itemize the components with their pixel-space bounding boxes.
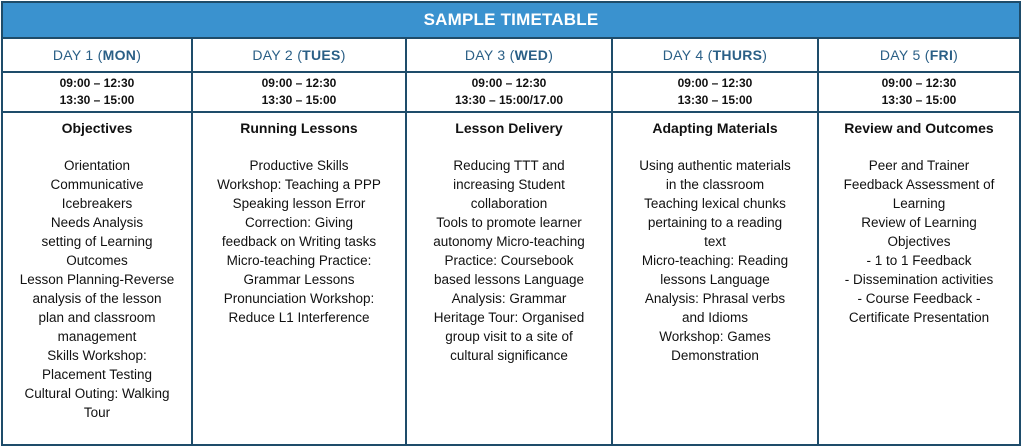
day-suffix: ) [953, 47, 959, 63]
session-line: and Idioms [681, 310, 749, 325]
session-line: Practice: Coursebook [444, 253, 574, 268]
day-prefix: DAY 3 ( [464, 47, 515, 63]
session-line: - Course Feedback - [857, 291, 981, 306]
session-line: Demonstration [671, 348, 759, 363]
session-line: text [704, 234, 726, 249]
session-line: Heritage Tour: Organised [433, 310, 585, 325]
time-range: 09:00 – 12:30 [881, 76, 957, 90]
day-name: MON [102, 47, 137, 63]
session-line: Skills Workshop: [47, 348, 147, 363]
session-line: Using authentic materials [639, 158, 791, 173]
session-line: Learning [892, 196, 946, 211]
day-suffix: ) [340, 47, 346, 63]
day-name: WED [514, 47, 549, 63]
time-slot-2 [193, 73, 407, 113]
time-range: 13:30 – 15:00 [59, 93, 135, 107]
time-range: 09:00 – 12:30 [677, 76, 753, 90]
day-suffix: ) [548, 47, 554, 63]
time-range: 13:30 – 15:00 [677, 93, 753, 107]
session-line: Correction: Giving [244, 215, 354, 230]
session-line: Speaking lesson Error [232, 196, 366, 211]
time-slot-5 [819, 73, 1019, 113]
session-line: Peer and Trainer [868, 158, 970, 173]
time-range: 09:00 – 12:30 [261, 76, 337, 90]
session-line: Productive Skills [249, 158, 349, 173]
session-line: setting of Learning [41, 234, 153, 249]
day-prefix: DAY 5 ( [879, 47, 930, 63]
day-name: THURS [712, 47, 763, 63]
time-range: 13:30 – 15:00 [881, 93, 957, 107]
session-line: Outcomes [66, 253, 128, 268]
time-range: 13:30 – 15:00 [261, 93, 337, 107]
day-header-4 [613, 39, 819, 73]
session-line: Orientation [63, 158, 131, 173]
session-line: Needs Analysis [50, 215, 144, 230]
day-suffix: ) [136, 47, 142, 63]
session-line: Feedback Assessment of [843, 177, 995, 192]
day-prefix: DAY 2 ( [252, 47, 303, 63]
day-name: TUES [302, 47, 341, 63]
session-line: pertaining to a reading [647, 215, 783, 230]
session-line: Workshop: Teaching a PPP [217, 177, 381, 192]
day-header-5 [819, 39, 1019, 73]
session-line: Analysis: Grammar [451, 291, 567, 306]
session-line: Pronunciation Workshop: [223, 291, 375, 306]
session-line: Reducing TTT and [453, 158, 565, 173]
session-line: analysis of the lesson [32, 291, 162, 306]
session-line: Tools to promote learner [436, 215, 582, 230]
day-suffix: ) [762, 47, 768, 63]
session-line: - Dissemination activities [844, 272, 994, 287]
day-header-2 [193, 39, 407, 73]
day-header-3 [407, 39, 613, 73]
day-content-3 [407, 113, 613, 444]
session-line: Micro-teaching Practice: [226, 253, 372, 268]
day-content-1 [3, 113, 193, 444]
session-heading: Objectives [61, 120, 133, 136]
session-line: Workshop: Games [659, 329, 771, 344]
session-line: - 1 to 1 Feedback [866, 253, 972, 268]
session-line: Cultural Outing: Walking [24, 386, 170, 401]
session-line: Communicative [50, 177, 144, 192]
day-content-2 [193, 113, 407, 444]
session-line: cultural significance [450, 348, 568, 363]
session-line: Lesson Planning-Reverse [19, 272, 175, 287]
day-name: FRI [929, 47, 954, 63]
session-line: plan and classroom [38, 310, 156, 325]
time-range: 13:30 – 15:00/17.00 [454, 93, 564, 107]
session-line: Certificate Presentation [848, 310, 990, 325]
time-range: 09:00 – 12:30 [471, 76, 547, 90]
session-line: feedback on Writing tasks [221, 234, 377, 249]
session-heading: Review and Outcomes [844, 120, 994, 136]
timetable-grid [1, 39, 1021, 446]
day-content-5 [819, 113, 1019, 444]
session-line: autonomy Micro-teaching [433, 234, 585, 249]
day-prefix: DAY 4 ( [662, 47, 713, 63]
day-prefix: DAY 1 ( [52, 47, 103, 63]
session-heading: Running Lessons [240, 120, 358, 136]
session-line: in the classroom [665, 177, 765, 192]
session-line: Objectives [887, 234, 951, 249]
session-line: Review of Learning [861, 215, 977, 230]
session-line: Micro-teaching: Reading [641, 253, 789, 268]
session-line: management [57, 329, 137, 344]
time-slot-1 [3, 73, 193, 113]
time-slot-3 [407, 73, 613, 113]
session-line: group visit to a site of [445, 329, 573, 344]
time-range: 09:00 – 12:30 [59, 76, 135, 90]
time-slot-4 [613, 73, 819, 113]
timetable-title: SAMPLE TIMETABLE [1, 1, 1021, 39]
session-line: Reduce L1 Interference [228, 310, 370, 325]
session-line: Icebreakers [61, 196, 133, 211]
session-line: Grammar Lessons [243, 272, 355, 287]
session-line: based lessons Language [433, 272, 585, 287]
session-line: Tour [83, 405, 111, 420]
session-line: Analysis: Phrasal verbs [644, 291, 786, 306]
session-heading: Lesson Delivery [455, 120, 563, 136]
session-line: increasing Student [453, 177, 565, 192]
day-header-1 [3, 39, 193, 73]
session-line: Placement Testing [41, 367, 153, 382]
session-line: Teaching lexical chunks [644, 196, 786, 211]
session-line: lessons Language [660, 272, 770, 287]
session-heading: Adapting Materials [652, 120, 778, 136]
session-line: collaboration [470, 196, 548, 211]
day-content-4 [613, 113, 819, 444]
